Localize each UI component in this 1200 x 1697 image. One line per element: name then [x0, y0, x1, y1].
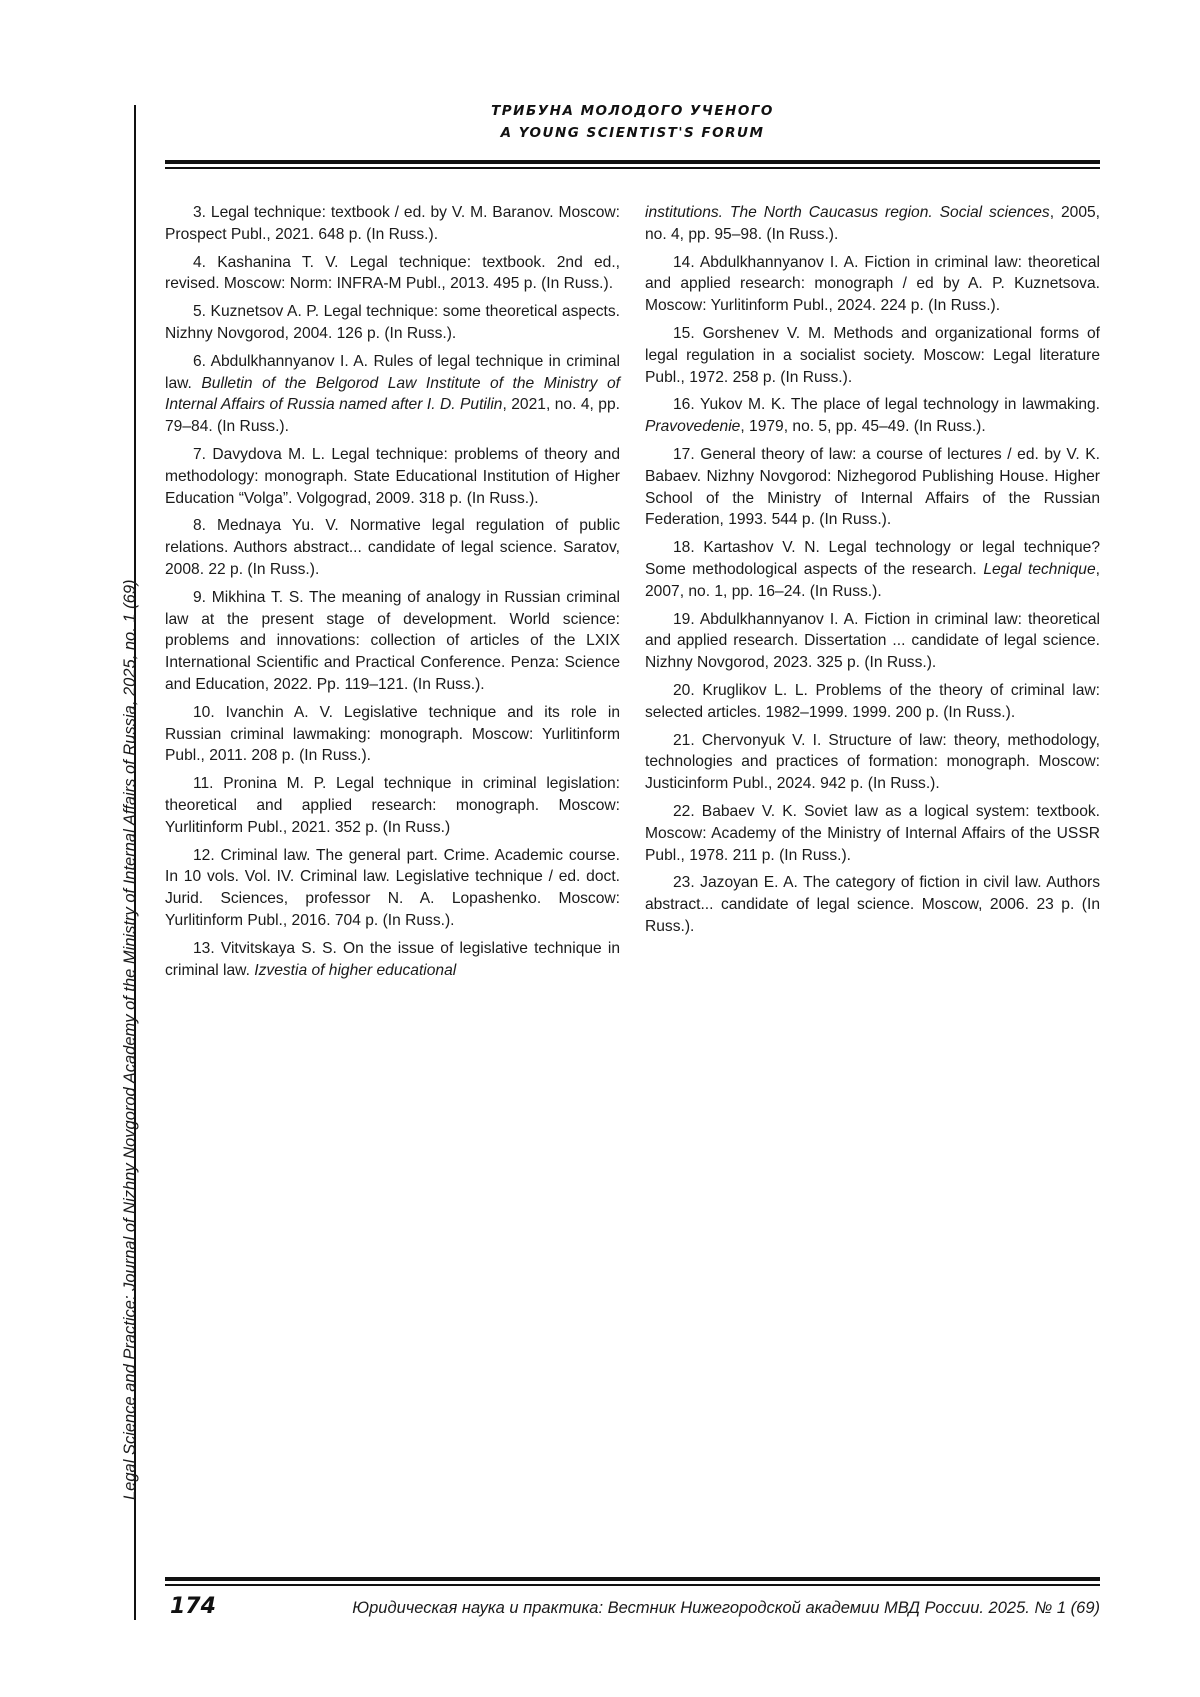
reference-item: 14. Abdulkhannyanov I. A. Fiction in criminal law: theoretical and applied research: monograph / ed by A. P. Kuznetsova. Moscow: Yurlitinform Publ., 2024. 224 p. (In Russ.). [645, 253, 1100, 315]
reference-text: , 2021, no. 4, pp. 79–84. (In Russ.). [165, 396, 620, 436]
reference-item: 8. Mednaya Yu. V. Normative legal regulation of public relations. Authors abstract... candidate of legal science. Saratov, 2008. 22 p. (In Russ.). [165, 517, 620, 578]
reference-item: 15. Gorshenev V. M. Methods and organizational forms of legal regulation in a socialist society. Moscow: Legal literature Publ., 1972. 258 p. (In Russ.). [645, 324, 1100, 386]
reference-item: 4. Kashanina T. V. Legal technique: textbook. 2nd ed., revised. Moscow: Norm: INFRA-M Publ., 2013. 495 p. (In Russ.). [165, 253, 620, 293]
running-header [165, 100, 1100, 144]
reference-item: 20. Kruglikov L. L. Problems of the theory of criminal law: selected articles. 1982–1999. 1999. 200 p. (In Russ.). [645, 681, 1100, 721]
reference-item: 22. Babaev V. K. Soviet law as a logical system: textbook. Moscow: Academy of the Ministry of Internal Affairs of the USSR Publ., 1978. 211 p. (In Russ.). [645, 802, 1100, 864]
reference-text: , 2005, no. 4, pp. 95–98. (In Russ.). [645, 204, 1100, 243]
footer-rule-thin [165, 1584, 1100, 1586]
reference-item [645, 394, 1100, 438]
reference-source: Legal technique [983, 560, 1096, 578]
footer-rule-thick [165, 1577, 1100, 1581]
reference-source: institutions. The North Caucasus region. Social sciences [645, 204, 1050, 221]
page-number: 174 [170, 1594, 216, 1619]
reference-item [645, 537, 1100, 602]
header-rule-thin [165, 167, 1100, 169]
reference-item: 23. Jazoyan E. A. The category of fiction in civil law. Authors abstract... candidate of legal science. Moscow, 2006. 23 p. (In Russ.). [645, 874, 1100, 935]
reference-item: 12. Criminal law. The general part. Crime. Academic course. In 10 vols. Vol. IV. Criminal law. Legislative technique / ed. doct. Jurid. Sciences, professor N. A. Lopashenko. Moscow: Yurlitinform Publ., 2016. 704 p. (In Russ.). [165, 846, 620, 929]
reference-source: Pravovedenie [645, 418, 741, 436]
reference-item: 10. Ivanchin A. V. Legislative technique and its role in Russian criminal lawmaking: monograph. Moscow: Yurlitinform Publ., 2011. 208 p. (In Russ.). [165, 703, 620, 765]
reference-text: 16. Yukov M. K. The place of legal technology in lawmaking. [673, 396, 1100, 414]
reference-item [165, 351, 620, 438]
reference-item: 11. Pronina M. P. Legal technique in criminal legislation: theoretical and applied research: monograph. Moscow: Yurlitinform Publ., 2021. 352 p. (In Russ.) [165, 775, 620, 836]
reference-item: 17. General theory of law: a course of lectures / ed. by V. K. Babaev. Nizhny Novgorod: Nizhegorod Publishing House. Higher School of the Ministry of Internal Affairs of the Russian Federation, 1993. 544 p. (In Russ.). [645, 445, 1100, 529]
footer-journal-title: Юридическая наука и практика: Вестник Нижегородской академии МВД России. 2025. № 1 (69) [352, 1599, 1100, 1617]
header-title-en: A YOUNG SCIENTIST'S FORUM [500, 125, 765, 141]
reference-item: 3. Legal technique: textbook / ed. by V. M. Baranov. Moscow: Prospect Publ., 2021. 648 p. (In Russ.). [165, 204, 620, 243]
reference-text: 13. Vitvitskaya S. S. On the issue of legislative technique in criminal law. [165, 939, 620, 979]
references-column-left [165, 202, 620, 987]
reference-item: 7. Davydova M. L. Legal technique: problems of theory and methodology: monograph. State Educational Institution of Higher Education “Volga”. Volgograd, 2009. 318 p. (In Russ.). [165, 445, 620, 507]
reference-item-continued [645, 202, 1100, 246]
reference-item: 9. Mikhina T. S. The meaning of analogy in Russian criminal law at the present stage of development. World science: problems and innovations: collection of articles of the LXIX International Scientific and Practical Conference. Penza: Science and Education, 2022. Pp. 119–121. (In Russ.). [165, 588, 620, 693]
reference-text: 18. Kartashov V. N. Legal technology or legal technique? Some methodological aspects of the research. [645, 539, 1100, 578]
reference-text: , 1979, no. 5, pp. 45–49. (In Russ.). [740, 418, 986, 436]
reference-item: 19. Abdulkhannyanov I. A. Fiction in criminal law: theoretical and applied research. Dissertation ... candidate of legal science. Nizhny Novgorod, 2023. 325 p. (In Russ.). [645, 610, 1100, 672]
header-title-ru: ТРИБУНА МОЛОДОГО УЧЕНОГО [491, 103, 774, 119]
reference-item [165, 938, 620, 982]
side-journal-title: Legal Science and Practice: Journal of Nizhny Novgorod Academy of the Ministry of Internal Affairs of Russia, 2025, no. 1 (69) [121, 579, 139, 1500]
reference-source: Bulletin of the Belgorod Law Institute of the Ministry of Internal Affairs of Russia named after I. D. Putilin [165, 374, 621, 414]
reference-text: , 2007, no. 1, pp. 16–24. (In Russ.). [645, 560, 1100, 600]
reference-item: 5. Kuznetsov A. P. Legal technique: some theoretical aspects. Nizhny Novgorod, 2004. 126 p. (In Russ.). [165, 303, 620, 342]
reference-text: 6. Abdulkhannyanov I. A. Rules of legal technique in criminal law. [165, 352, 620, 392]
references-column-right [645, 202, 1100, 944]
header-rule-thick [165, 160, 1100, 164]
reference-source: Izvestia of higher educational [254, 961, 457, 979]
reference-item: 21. Chervonyuk V. I. Structure of law: theory, methodology, technologies and practices of formation: monograph. Moscow: Justicinform Publ., 2024. 942 p. (In Russ.). [645, 731, 1100, 793]
